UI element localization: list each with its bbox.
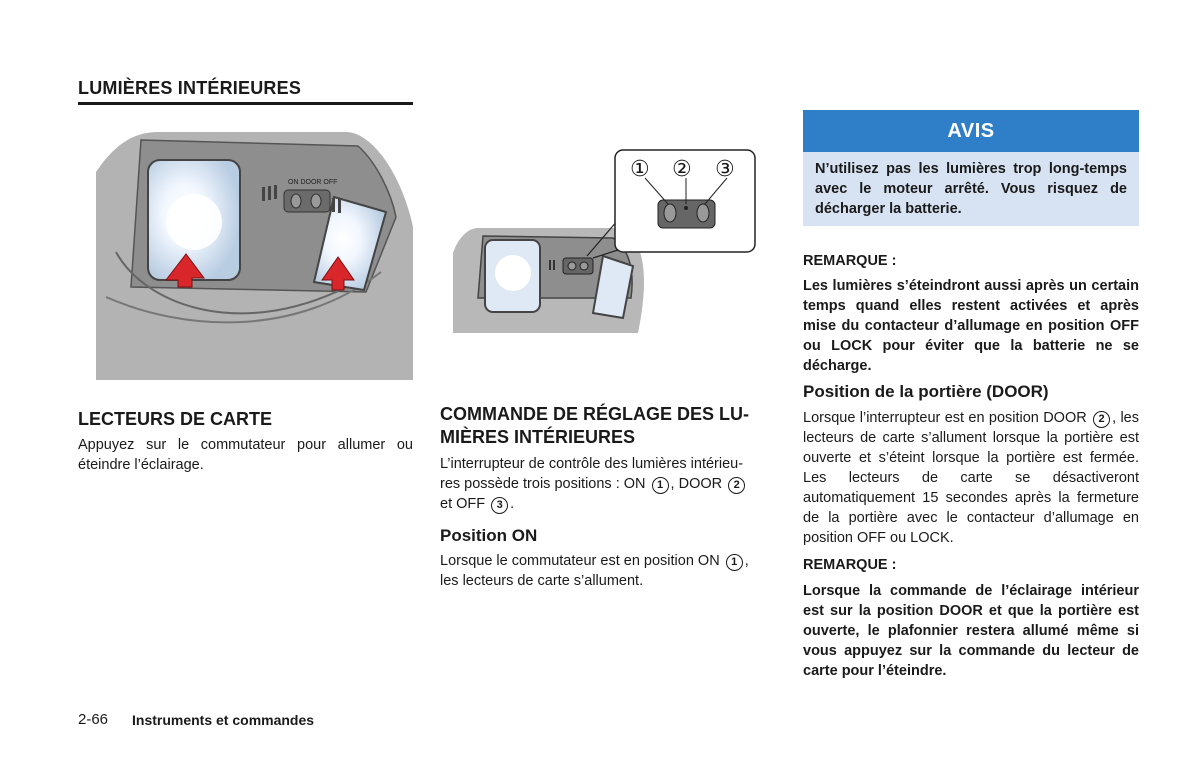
remark-1-label: REMARQUE : (803, 253, 897, 269)
interior-control-line1: L’interrupteur de contrôle des lumières intérieu- (440, 456, 744, 472)
position-number-1: 1 (652, 477, 669, 494)
door-text-b: , les lecteurs de carte s’allument lorsque la portière est ouverte et s’éteint lorsque la portière est fermée. Les lecteurs de carte se désactiveront automatiquement 15 secondes après la fermeture de la portière avec le contacteur d’allumage en position OFF ou LOCK. (803, 410, 1139, 546)
footer-chapter-title: Instruments et commandes (132, 712, 315, 728)
door-position-number: 2 (1093, 411, 1110, 428)
callout-3: ③ (715, 156, 735, 181)
avis-text: N’utilisez pas les lumières trop long-temps avec le moteur arrêté. Vous risquez de décharger la batterie. (803, 152, 1139, 226)
interior-control-line2 (440, 474, 776, 494)
line3-text-b: . (510, 496, 515, 512)
line2-text-a: res possède trois positions : ON (440, 476, 646, 492)
remark-2-label: REMARQUE : (803, 557, 897, 573)
switch-position-illustration (453, 148, 758, 333)
remark-2-text: Lorsque la commande de l’éclairage intérieur est sur la position DOOR et que la portière est ouverte, le plafonnier restera allumé même si vous appuyez sur la commande du lecteur de carte pour l’éteindre. (803, 583, 1139, 679)
position-on-text-b: , (744, 553, 749, 569)
interior-control-line3 (440, 494, 776, 514)
avis-title: AVIS (803, 110, 1139, 152)
interior-control-heading (440, 403, 776, 449)
svg-text:ON DOOR OFF: ON DOOR OFF (288, 179, 338, 186)
map-lamp-illustration (96, 132, 413, 380)
door-position-text (803, 408, 1139, 548)
remark-1-text: Les lumières s’éteindront aussi après un certain temps quand elles restent activées et après mise du contacteur d’allumage en position OFF ou LOCK pour éviter que la batterie ne se décharge. (803, 278, 1139, 374)
interior-control-heading-line1: COMMANDE DE RÉGLAGE DES LU- (440, 404, 750, 424)
map-lamps-heading: LECTEURS DE CARTE (78, 409, 273, 429)
door-position-heading: Position de la portière (DOOR) (803, 382, 1049, 401)
position-on-text (440, 551, 780, 591)
callout-1: ① (630, 156, 650, 181)
position-on-text-a: Lorsque le commutateur est en position ON (440, 553, 720, 569)
interior-control-heading-line2: MIÈRES INTÉRIEURES (440, 427, 636, 447)
line2-text-b: , DOOR (670, 476, 723, 492)
position-on-line2: les lecteurs de carte s’allument. (440, 573, 644, 589)
position-on-number: 1 (726, 554, 743, 571)
position-on-heading: Position ON (440, 526, 538, 545)
page-number: 2-66 (78, 711, 109, 728)
position-number-2: 2 (728, 477, 745, 494)
position-number-3: 3 (491, 497, 508, 514)
section-title-rule (78, 102, 413, 105)
position-on-line1 (440, 551, 780, 571)
door-text-a: Lorsque l’interrupteur est en position DOOR (803, 410, 1087, 426)
section-title: LUMIÈRES INTÉRIEURES (78, 78, 302, 98)
line3-text-a: et OFF (440, 496, 486, 512)
interior-control-text (440, 454, 776, 514)
map-lamps-text: Appuyez sur le commutateur pour allumer ou éteindre l’éclairage. (78, 437, 413, 473)
callout-2: ② (672, 156, 692, 181)
